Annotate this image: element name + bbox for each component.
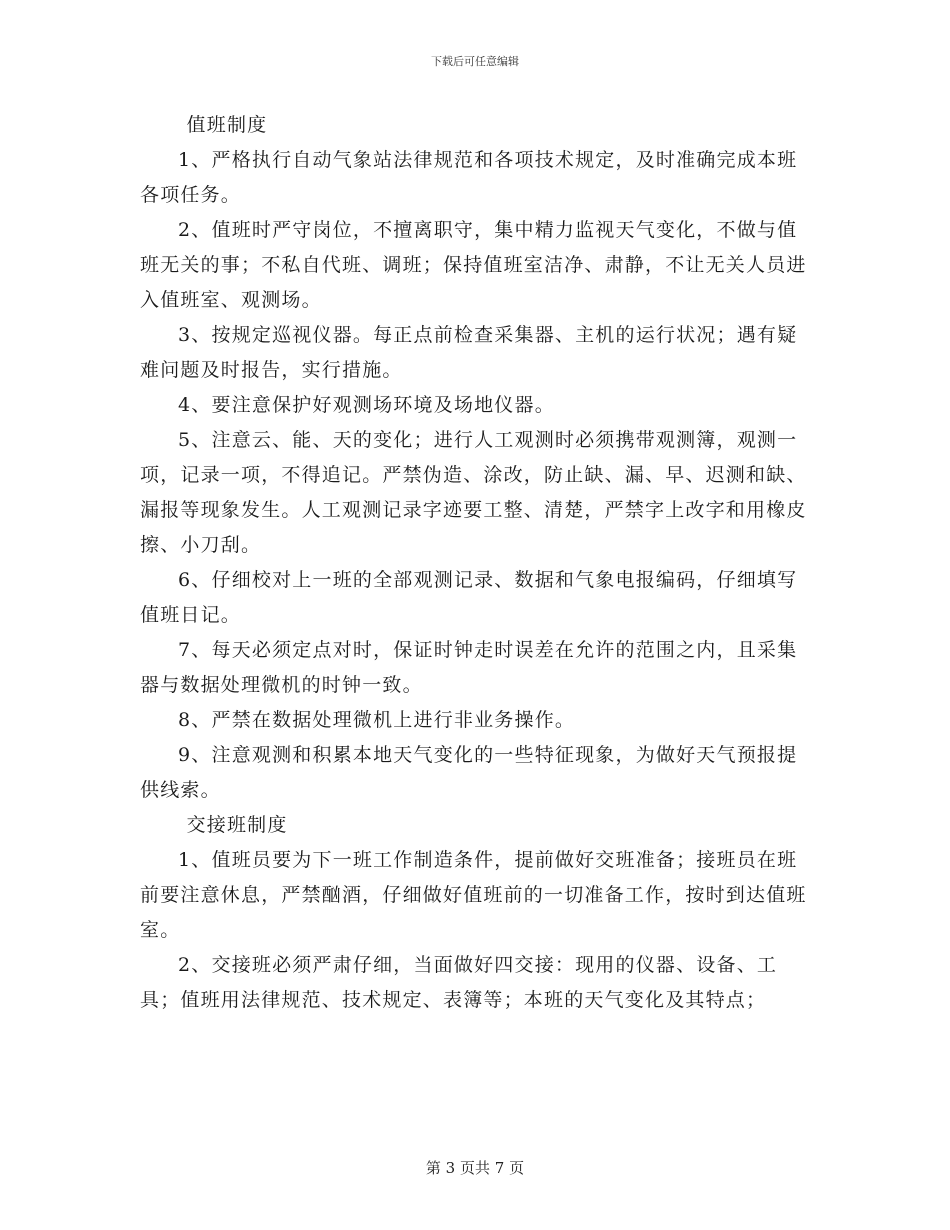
paragraph: 7、每天必须定点对时，保证时钟走时误差在允许的范围之内，且采集器与数据处理微机的时钟一致。: [140, 639, 798, 696]
section-heading-handover-system: 交接班制度: [186, 814, 288, 836]
paragraph: 9、注意观测和积累本地天气变化的一些特征现象，为做好天气预报提供线索。: [140, 744, 798, 801]
paragraph: 2、值班时严守岗位，不擅离职守，集中精力监视天气变化，不做与值班无关的事；不私自代班、调班；保持值班室洁净、肃静，不让无关人员进入值班室、观测场。: [140, 219, 807, 311]
section-heading-duty-system: 值班制度: [186, 114, 268, 136]
paragraph: 1、值班员要为下一班工作制造条件，提前做好交班准备；接班员在班前要注意休息，严禁酗酒，仔细做好值班前的一切准备工作，按时到达值班室。: [140, 849, 807, 941]
paragraph: 2、交接班必须严肃仔细，当面做好四交接：现用的仪器、设备、工具；值班用法律规范、技术规定、表簿等；本班的天气变化及其特点；: [140, 954, 778, 1011]
paragraph: 8、严禁在数据处理微机上进行非业务操作。: [178, 709, 576, 731]
paragraph: 1、严格执行自动气象站法律规范和各项技术规定，及时准确完成本班各项任务。: [140, 149, 798, 206]
page-header-note: 下载后可任意编辑: [431, 55, 519, 68]
page-number-footer: 第 3 页共 7 页: [425, 1159, 525, 1177]
paragraph: 3、按规定巡视仪器。每正点前检查采集器、主机的运行状况；遇有疑难问题及时报告，实行措施。: [140, 324, 798, 381]
document-body: [140, 108, 812, 1018]
paragraph: 4、要注意保护好观测场环境及场地仪器。: [178, 394, 555, 416]
paragraph: 5、注意云、能、天的变化；进行人工观测时必须携带观测簿，观测一项，记录一项，不得追记。严禁伪造、涂改，防止缺、漏、早、迟测和缺、漏报等现象发生。人工观测记录字迹要工整、清楚，严禁字上改字和用橡皮擦、小刀刮。: [140, 429, 807, 556]
paragraph: 6、仔细校对上一班的全部观测记录、数据和气象电报编码，仔细填写值班日记。: [140, 569, 798, 626]
